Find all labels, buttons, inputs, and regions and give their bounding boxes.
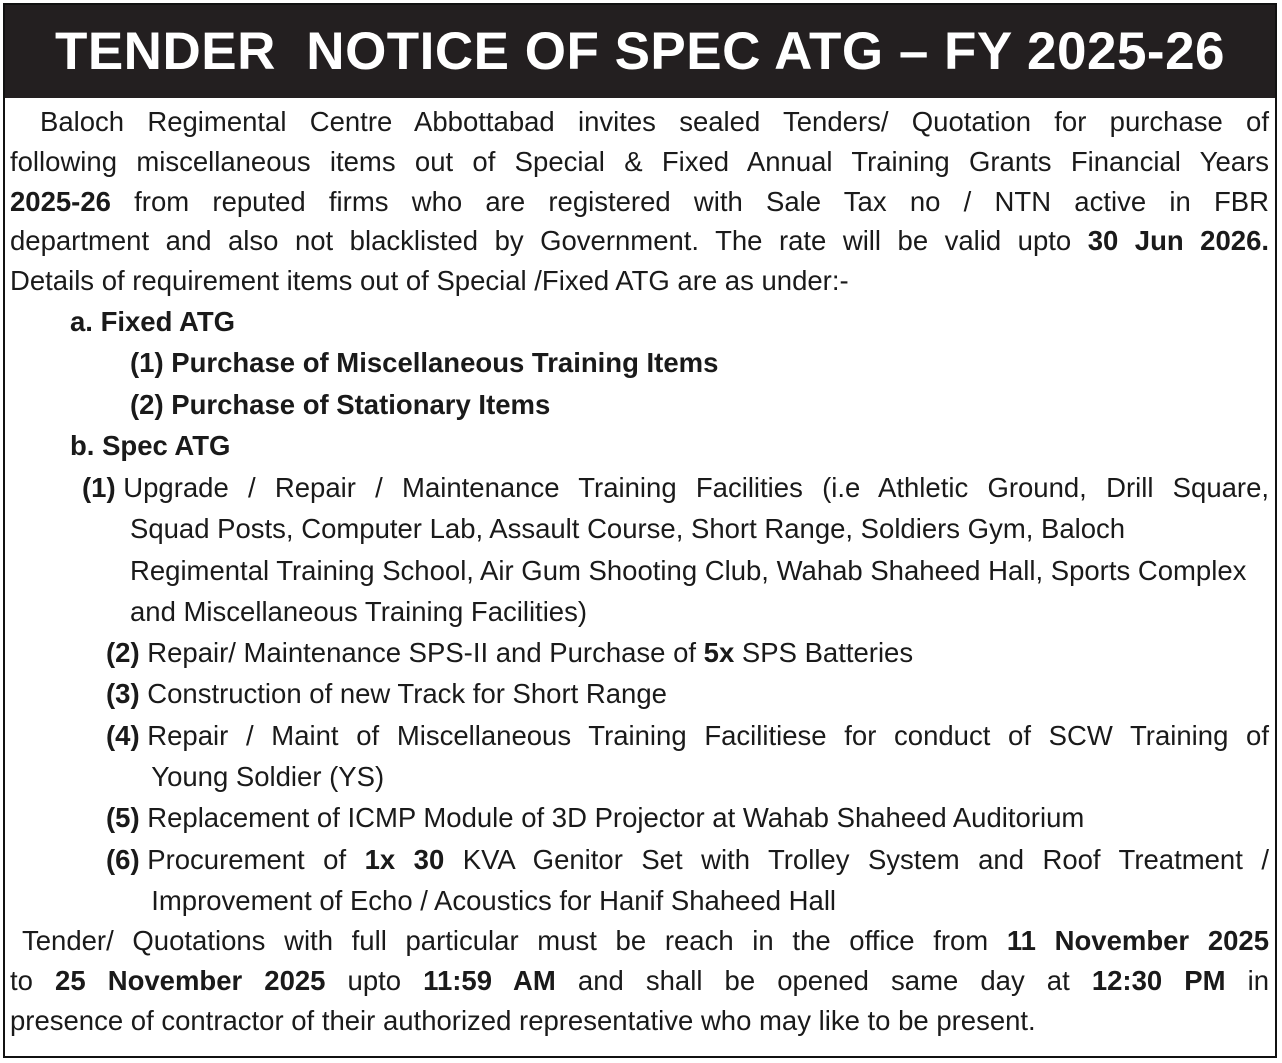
intro-line-3 (10, 182, 1269, 222)
item-number: (3) (106, 678, 148, 710)
battery-qty: 5x (703, 637, 735, 669)
intro-line-2: following miscellaneous items out of Special & Fixed Annual Training Grants Financial Years (10, 145, 1269, 177)
item-6-line-1 (147, 839, 1269, 880)
section-b-item-3 (10, 673, 1269, 714)
item-number: (4) (106, 719, 148, 751)
item-1-line-4: and Miscellaneous Training Facilities) (130, 595, 588, 627)
closing-upto: upto (325, 965, 424, 997)
opening-time: 12:30 PM (1091, 965, 1226, 997)
financial-year: 2025-26 (10, 185, 111, 217)
closing-paragraph (10, 921, 1269, 1040)
intro-paragraph (10, 102, 1269, 301)
genset-kva: 30 (413, 843, 445, 875)
validity-date: 30 Jun 2026. (1087, 225, 1269, 257)
closing-line-1 (10, 921, 1269, 961)
tender-notice (3, 3, 1277, 1058)
open-date: 11 November 2025 (1006, 925, 1269, 957)
notice-body (5, 98, 1275, 1041)
item-6-text: Procurement of (147, 843, 365, 875)
item-6-line-2: Improvement of Echo / Acoustics for Hanif Shaheed Hall (151, 884, 837, 916)
item-6-text-end: KVA Genitor Set with Trolley System and Roof Treatment / (444, 843, 1269, 875)
section-a-heading: a. Fixed ATG (70, 305, 236, 337)
section-b-heading: b. Spec ATG (70, 430, 231, 462)
closing-to: to (10, 965, 56, 997)
intro-line-4-text: department and also not blacklisted by Government. The rate will be valid upto (10, 225, 1088, 257)
item-number: (6) (106, 843, 148, 875)
item-4-line-1: Repair / Maint of Miscellaneous Training Facilitiese for conduct of SCW Training of (147, 719, 1269, 751)
genset-qty: 1x (364, 843, 396, 875)
item-1-line-2: Squad Posts, Computer Lab, Assault Course, Short Range, Soldiers Gym, Baloch (130, 513, 1126, 545)
section-a-item-1: (1) Purchase of Miscellaneous Training Items (130, 347, 719, 379)
section-b-item-4 (10, 715, 1269, 798)
closing-text: Tender/ Quotations with full particular must be reach in the office from (22, 925, 1007, 957)
item-2-text-end: SPS Batteries (734, 637, 914, 669)
section-b-item-2 (10, 632, 1269, 673)
close-date: 25 November 2025 (55, 965, 326, 997)
item-number: (2) (106, 637, 148, 669)
close-time: 11:59 AM (423, 965, 556, 997)
item-5-text: Replacement of ICMP Module of 3D Projector at Wahab Shaheed Auditorium (147, 802, 1085, 834)
section-b-item-6 (10, 839, 1269, 922)
intro-line-4 (10, 221, 1269, 261)
item-4-line-2: Young Soldier (YS) (151, 761, 385, 793)
item-1-line-1: Upgrade / Repair / Maintenance Training Facilities (i.e Athletic Ground, Drill Square, (123, 471, 1269, 503)
closing-line-2 (10, 961, 1269, 1001)
item-2-text: Repair/ Maintenance SPS-II and Purchase of (147, 637, 704, 669)
closing-opened: and shall be opened same day at (555, 965, 1092, 997)
closing-in: in (1225, 965, 1269, 997)
intro-line-3-text: from reputed firms who are registered with Sale Tax no / NTN active in FBR (110, 185, 1269, 217)
section-b-item-1 (10, 467, 1269, 632)
intro-line-5: Details of requirement items out of Special /Fixed ATG are as under:- (10, 265, 849, 297)
closing-line-3: presence of contractor of their authorized representative who may like to be present. (10, 1004, 1036, 1036)
item-number: (1) (82, 471, 124, 503)
section-b-item-5 (10, 797, 1269, 838)
item-6-space (395, 844, 413, 875)
section-a-item-2: (2) Purchase of Stationary Items (130, 388, 551, 420)
notice-title: TENDER NOTICE OF SPEC ATG – FY 2025-26 (5, 5, 1275, 98)
item-1-line-3: Regimental Training School, Air Gum Shooting Club, Wahab Shaheed Hall, Sports Complex (130, 554, 1247, 586)
intro-line-1: Baloch Regimental Centre Abbottabad invites sealed Tenders/ Quotation for purchase of (40, 106, 1269, 137)
item-3-text: Construction of new Track for Short Range (147, 678, 667, 710)
item-number: (5) (106, 802, 148, 834)
